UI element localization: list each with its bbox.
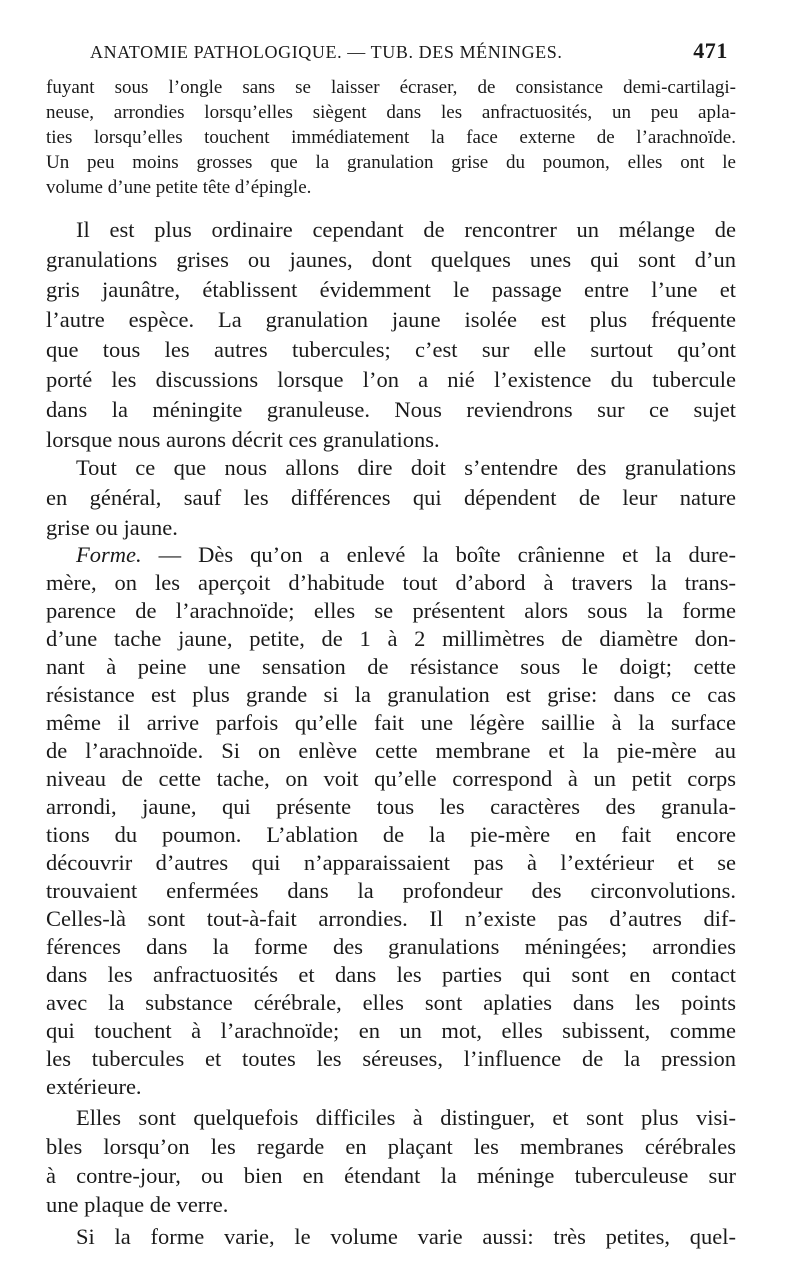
text-line: ties lorsqu’elles touchent immédiatement la face externe de l’arachnoïde.	[46, 127, 736, 148]
text-line: Il est plus ordinaire cependant de rencontrer un mélange de	[76, 217, 736, 242]
text-line: bles lorsqu’on les regarde en plaçant les membranes cérébrales	[46, 1134, 736, 1159]
running-head	[90, 38, 728, 70]
text-line: résistance est plus grande si la granulation est grise: dans ce cas	[46, 682, 736, 707]
text-line: dans la méningite granuleuse. Nous reviendrons sur ce sujet	[46, 397, 736, 422]
text-line: en général, sauf les différences qui dépendent de leur nature	[46, 485, 736, 510]
text-line: tions du poumon. L’ablation de la pie-mère en fait encore	[46, 822, 736, 847]
text-line: niveau de cette tache, on voit qu’elle correspond à un petit corps	[46, 766, 736, 791]
text-line: gris jaunâtre, établissent évidemment le passage entre l’une et	[46, 277, 736, 302]
running-head-title: ANATOMIE PATHOLOGIQUE. — TUB. DES MÉNINGES.	[90, 42, 563, 62]
text-line: porté les discussions lorsque l’on a nié l’existence du tubercule	[46, 367, 736, 392]
text-line: que tous les autres tubercules; c’est sur elle surtout qu’ont	[46, 337, 736, 362]
text-line: une plaque de verre.	[46, 1192, 229, 1217]
text-line: Un peu moins grosses que la granulation grise du poumon, elles ont le	[46, 152, 736, 173]
text-line: nant à peine une sensation de résistance sous le doigt; cette	[46, 654, 736, 679]
text-line: férences dans la forme des granulations méningées; arrondies	[46, 934, 736, 959]
text-line: extérieure.	[46, 1074, 142, 1099]
text-line: grise ou jaune.	[46, 515, 178, 540]
text-line: l’autre espèce. La granulation jaune isolée est plus fréquente	[46, 307, 736, 332]
text-line: de l’arachnoïde. Si on enlève cette membrane et la pie-mère au	[46, 738, 736, 763]
text-line: à contre-jour, ou bien en étendant la méninge tuberculeuse sur	[46, 1163, 736, 1188]
text-line: même il arrive parfois qu’elle fait une légère saillie à la surface	[46, 710, 736, 735]
page-number: 471	[693, 38, 728, 63]
text-line: volume d’une petite tête d’épingle.	[46, 177, 312, 198]
text-line: Celles-là sont tout-à-fait arrondies. Il n’existe pas d’autres dif-	[46, 906, 736, 931]
text-line: parence de l’arachnoïde; elles se présentent alors sous la forme	[46, 598, 736, 623]
text-line	[46, 541, 736, 569]
text-line: Tout ce que nous allons dire doit s’entendre des granulations	[76, 455, 736, 480]
text-line: Elles sont quelquefois difficiles à distinguer, et sont plus visi-	[76, 1105, 736, 1130]
text-line: lorsque nous aurons décrit ces granulations.	[46, 427, 440, 452]
text-line: fuyant sous l’ongle sans se laisser écraser, de consistance demi-cartilagi-	[46, 77, 736, 98]
text-line: avec la substance cérébrale, elles sont aplaties dans les points	[46, 990, 736, 1015]
section-label: Forme.	[76, 542, 142, 567]
text-line: mère, on les aperçoit d’habitude tout d’abord à travers la trans-	[46, 570, 736, 595]
text-line: dans les anfractuosités et dans les parties qui sont en contact	[46, 962, 736, 987]
text-line: arrondi, jaune, qui présente tous les caractères des granula-	[46, 794, 736, 819]
text-line: découvrir d’autres qui n’apparaissaient pas à l’extérieur et se	[46, 850, 736, 875]
text-line: d’une tache jaune, petite, de 1 à 2 millimètres de diamètre don-	[46, 626, 736, 651]
text-line: granulations grises ou jaunes, dont quelques unes qui sont d’un	[46, 247, 736, 272]
text-span: — Dès qu’on a enlevé la boîte crânienne et la dure-	[141, 542, 736, 567]
text-line: les tubercules et toutes les séreuses, l’influence de la pression	[46, 1046, 736, 1071]
text-line: trouvaient enfermées dans la profondeur des circonvolutions.	[46, 878, 736, 903]
text-line: neuse, arrondies lorsqu’elles siègent dans les anfractuosités, un peu apla-	[46, 102, 736, 123]
text-line: Si la forme varie, le volume varie aussi: très petites, quel-	[76, 1224, 736, 1249]
text-line: qui touchent à l’arachnoïde; en un mot, elles subissent, comme	[46, 1018, 736, 1043]
